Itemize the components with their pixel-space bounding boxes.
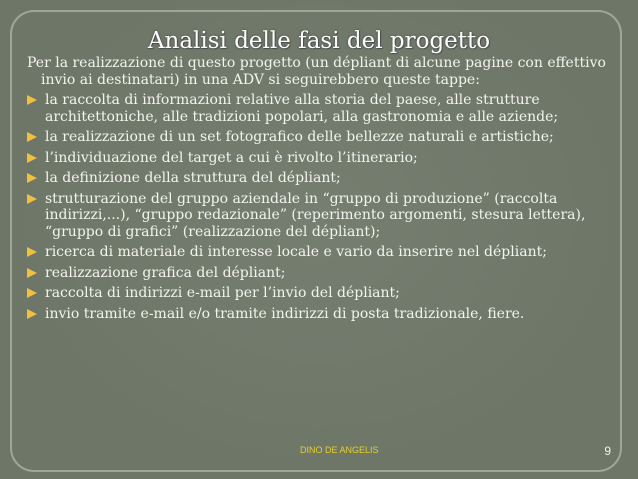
triangle-bullet-icon — [27, 173, 37, 183]
list-item — [27, 191, 617, 241]
list-item — [27, 170, 617, 187]
list-item — [27, 92, 617, 125]
list-item-text: ricerca di materiale di interesse locale e vario da inserire nel dépliant; — [45, 244, 547, 260]
list-item — [27, 129, 617, 146]
list-item-text: realizzazione grafica del dépliant; — [45, 264, 286, 281]
list-item-text: raccolta di indirizzi e-mail per l’invio del dépliant; — [45, 285, 400, 301]
triangle-bullet-icon — [27, 268, 37, 278]
intro-paragraph: Per la realizzazione di questo progetto (un dépliant di alcune pagine con effettivo invio ai destinatari) in una ADV si seguirebbero queste tappe: — [27, 55, 606, 88]
triangle-bullet-icon — [27, 95, 37, 105]
list-item — [27, 285, 617, 302]
list-item — [27, 306, 617, 323]
list-item-text: la definizione della struttura del dépliant; — [45, 170, 341, 186]
list-item — [27, 150, 617, 167]
triangle-bullet-icon — [27, 309, 37, 319]
triangle-bullet-icon — [27, 194, 37, 204]
slide-body — [27, 55, 617, 326]
triangle-bullet-icon — [27, 153, 37, 163]
bullet-list — [27, 92, 617, 322]
list-item — [27, 265, 617, 282]
list-item — [27, 244, 617, 261]
list-item-text: la realizzazione di un set fotografico delle bellezze naturali e artistiche; — [45, 129, 554, 145]
triangle-bullet-icon — [27, 247, 37, 257]
list-item-text: la raccolta di informazioni relative alla storia del paese, alle strutture architettoniche, alle tradizioni popolari, alla gastronomia e alle aziende; — [45, 92, 559, 125]
page-number: 9 — [604, 444, 611, 458]
footer-author: DINO DE ANGELIS — [300, 445, 379, 455]
triangle-bullet-icon — [27, 288, 37, 298]
list-item-text: strutturazione del gruppo aziendale in “gruppo di produzione” (raccolta indirizzi,...), “gruppo redazionale” (reperimento argomenti, stesura lettera), “gruppo di grafici” (realizzazione del dépliant); — [45, 190, 586, 240]
slide-title: Analisi delle fasi del progetto — [147, 28, 491, 54]
list-item-text: l’individuazione del target a cui è rivolto l’itinerario; — [45, 149, 418, 166]
list-item-text: invio tramite e-mail e/o tramite indirizzi di posta tradizionale, fiere. — [45, 305, 525, 322]
triangle-bullet-icon — [27, 132, 37, 142]
